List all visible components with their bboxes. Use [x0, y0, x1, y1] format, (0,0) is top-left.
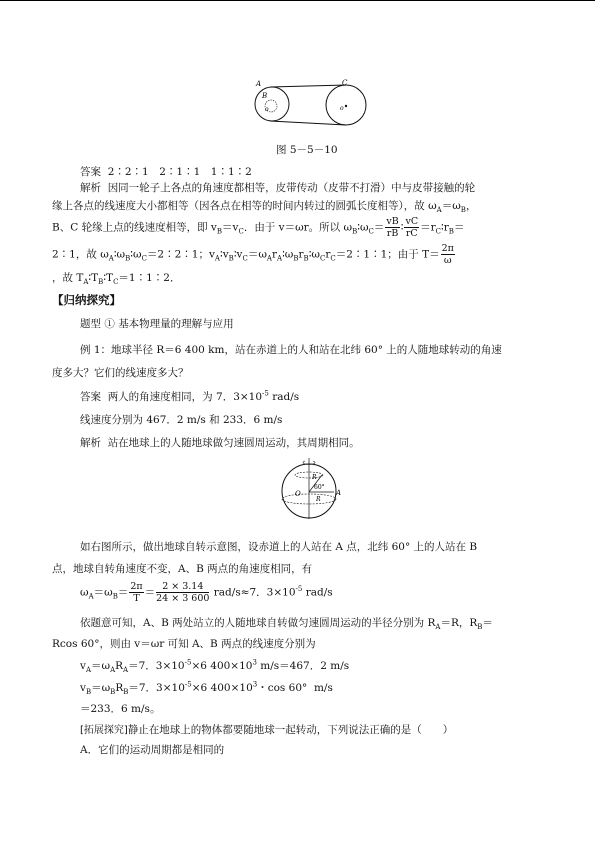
svg-text:o: o — [340, 105, 344, 112]
answer-line — [80, 164, 252, 179]
earth-figure — [276, 455, 346, 521]
example-line-2: 度多大？它们的线速度多大？ — [52, 367, 189, 379]
extension-question: [拓展探究]静止在地球上的物体都要随地球一起转动，下列说法正确的是（ ） — [80, 724, 454, 736]
analysis2-p2: 点，地球自转角速度不变，A、B 两点的角速度相同，有 — [52, 563, 313, 575]
label-a: A — [256, 80, 262, 88]
omega-equation: $\omega_A=\omega_B=$ $\frac{2\pi}{T}$ ＝ $\frac{2 \times 3.14}{24 \times 3 600}$ rad/s≈7．$3\times 10^{-5}$ rad/s — [80, 581, 333, 604]
label-angle: 60° — [314, 484, 325, 491]
topic-line: 题型 ① 基本物理量的理解与应用 — [80, 318, 234, 330]
label-c: C — [342, 79, 348, 87]
analysis2-p3: 依题意可知，A、B 两处站立的人随地球自转做匀速圆周运动的半径分别为 $R_A=R$，$R_B=$ — [80, 617, 493, 632]
analysis-line-3: B、C 轮缘上点的线速度相等，即 $v_B=v_C$．由于 v＝ωr。所以 $\omega_B∶\omega_C=$ $\frac{vB}{rB}$ ∶ $\frac{vC}{rC}$ $=r_C∶r_B=$ — [52, 216, 465, 239]
example-line-1: 例 1：地球半径 R＝6 400 km，站在赤道上的人和站在北纬 60° 上的人随地球转动的角速 — [80, 344, 502, 356]
label-b: B — [262, 92, 268, 100]
svg-text:o: o — [265, 106, 269, 113]
extension-label: [拓展探究] — [80, 725, 128, 736]
label-rb: R — [312, 474, 317, 481]
answer2-line-1: 答案 两人的角速度相同，为 7．$3\times 10^{-5}$ rad/s — [80, 389, 300, 403]
label-ra: R — [316, 496, 321, 503]
analysis-line-2: 缘上各点的线速度大小都相等（因各点在相等的时间内转过的圆弧长度相等），故 $\omega_A=\omega_B$， — [52, 200, 477, 215]
analysis-line-1: 解析 因同一轮子上各点的角速度都相等，皮带传动（皮带不打滑）中与皮带接触的轮 — [80, 182, 476, 194]
answer2-line-2: 线速度分别为 467．2 m/s 和 233．6 m/s — [80, 414, 283, 426]
vb-result: ＝233．6 m/s。 — [80, 703, 161, 715]
analysis2-line-1: 解析 站在地球上的人随地球做匀速圆周运动，其周期相同。 — [80, 437, 360, 449]
figure-caption: 图 5－5－10 — [276, 144, 338, 156]
va-equation: $v_A=\omega_AR_A=7$．$3\times 10^{-5}\times 6$ $400\times 10^3$ m/s＝467．2 m/s — [80, 658, 350, 675]
section-title: 【归纳探究】 — [52, 293, 121, 307]
answer-text: 2∶2∶1 2∶1∶1 1∶1∶2 — [107, 166, 252, 178]
analysis-line-5: ，故 $T_A∶T_B∶T_C=1∶1∶2$． — [52, 272, 181, 287]
pulley-figure — [248, 76, 372, 134]
analysis2-p1: 如右图所示，做出地球自转示意图，设赤道上的人站在 A 点，北纬 60° 上的人站在 B — [80, 541, 478, 553]
header-rule — [0, 0, 595, 1]
label-earth-a: A — [336, 489, 342, 497]
answer-label: 答案 — [80, 166, 101, 178]
option-a: A．它们的运动周期都是相同的 — [80, 744, 225, 756]
analysis-line-4: 2∶1，故 $\omega_A∶\omega_B∶\omega_C=2∶2∶1$；$v_A∶v_B∶v_C=\omega_Ar_A∶\omega_Br_B∶\omega_Cr_C=2∶1∶1$；由于 T＝ $\frac{2\pi}{\omega}$ — [52, 243, 454, 266]
analysis2-p4: Rcos 60°，则由 v＝ωr 可知 A、B 两点的线速度分别为 — [52, 638, 316, 650]
analysis-label: 解析 — [80, 182, 101, 194]
label-o: O — [295, 490, 301, 498]
vb-equation: $v_B=\omega_BR_B=7$．$3\times 10^{-5}\times 6$ $400\times 10^3$・cos 60° m/s — [80, 680, 333, 697]
